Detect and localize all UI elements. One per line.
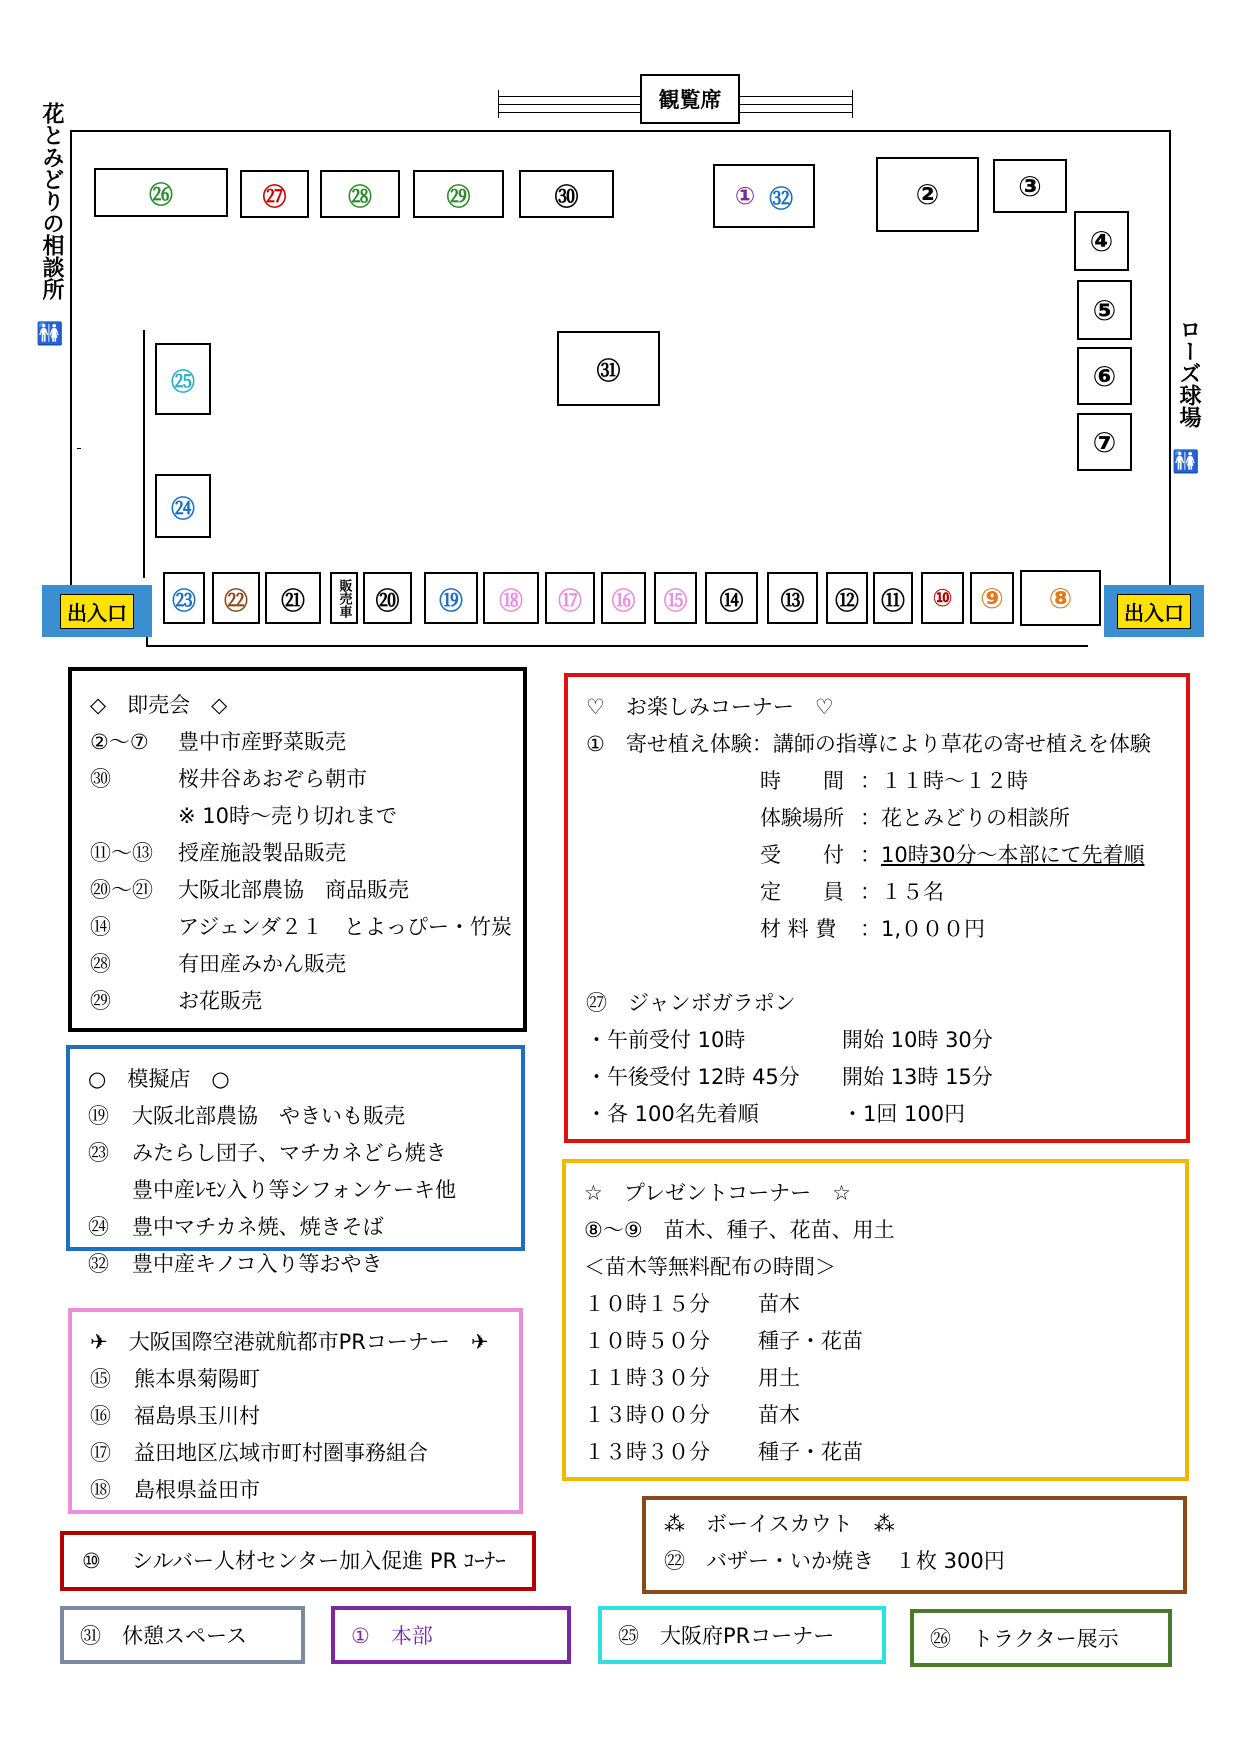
schedule-time: １１時３０分	[584, 1366, 710, 1390]
osaka-pr-label: ㉕ 大阪府PRコーナー	[618, 1624, 835, 1648]
booth-26[interactable]: ㉖	[94, 168, 228, 217]
booth-2[interactable]: ②	[876, 157, 979, 232]
item-number: ⑪～⑬	[90, 841, 153, 865]
booth-30[interactable]: ㉚	[519, 170, 614, 218]
detail-colon: ：	[860, 769, 881, 793]
detail-row	[760, 911, 1186, 948]
item-number	[90, 798, 178, 835]
venue-bottom-edge	[148, 645, 1088, 647]
schedule-row	[584, 1323, 1185, 1360]
item-text: 島根県益田市	[134, 1478, 260, 1502]
otanoshimi-title-text: ♡ お楽しみコーナー ♡	[586, 695, 834, 719]
booth-32: ㉜	[769, 184, 794, 213]
item-text: 豊中マチカネ焼、焼きそば	[132, 1215, 384, 1239]
osaka-pr-box	[598, 1606, 886, 1664]
garapon-reception: ・午後受付 12時 45分	[586, 1065, 800, 1089]
booth-1: ①	[734, 182, 756, 210]
otanoshimi-details	[586, 763, 1186, 948]
item-text: 大阪北部農協 商品販売	[178, 878, 409, 902]
booth-18[interactable]: ⑱	[483, 572, 539, 624]
present-item: ⑧～⑨ 苗木、種子、花苗、用土	[584, 1218, 895, 1242]
booth-13[interactable]: ⑬	[767, 572, 818, 624]
item-number: ㉘	[90, 952, 111, 976]
airport-box	[68, 1308, 523, 1514]
booth-5[interactable]: ⑤	[1077, 280, 1132, 340]
item-number: ㉚	[90, 767, 111, 791]
garapon-list	[586, 1022, 1186, 1133]
schedule-row	[584, 1397, 1185, 1434]
item-number: ⑮	[90, 1367, 111, 1391]
garapon-reception: ・午前受付 10時	[586, 1028, 746, 1052]
schedule-time: １０時１５分	[584, 1292, 710, 1316]
list-item	[90, 946, 523, 983]
booth-17[interactable]: ⑰	[545, 572, 595, 624]
booth-10[interactable]: ⑩	[921, 572, 964, 624]
detail-key: 時 間	[760, 769, 844, 793]
item-number: ㉓	[88, 1141, 109, 1165]
schedule-row	[584, 1434, 1185, 1471]
booth-16[interactable]: ⑯	[601, 572, 646, 624]
detail-value: 1,０００円	[881, 917, 986, 941]
list-item	[88, 1246, 521, 1283]
present-schedule	[584, 1286, 1185, 1471]
schedule-item: 種子・花苗	[758, 1440, 863, 1464]
venue-left-edge	[70, 130, 72, 586]
booth-9[interactable]: ⑨	[970, 572, 1014, 624]
booth-25[interactable]: ㉕	[155, 343, 211, 415]
venue-top-edge	[70, 130, 1170, 132]
schedule-time: １３時３０分	[584, 1440, 710, 1464]
garapon-start: ・1回 100円	[842, 1102, 966, 1126]
list-item	[90, 724, 523, 761]
tractor-label: ㉖ トラクター展示	[930, 1627, 1119, 1651]
silver-num: ⑩	[82, 1548, 101, 1573]
item-text: 有田産みかん販売	[178, 952, 346, 976]
mogiten-list	[88, 1098, 521, 1283]
schedule-item: 苗木	[758, 1292, 800, 1316]
booth-3[interactable]: ③	[993, 159, 1067, 213]
item-number: ⑰	[90, 1441, 111, 1465]
item-number: ⑳～㉑	[90, 878, 153, 902]
detail-colon: ：	[860, 880, 881, 904]
garapon-start: 開始 10時 30分	[842, 1028, 993, 1052]
rest-space-label: ㉛ 休憩スペース	[80, 1624, 247, 1648]
list-item	[88, 1135, 521, 1172]
otanoshimi-title	[586, 689, 1186, 726]
list-item	[90, 761, 523, 798]
detail-colon: ：	[860, 806, 881, 830]
item-text: 熊本県菊陽町	[134, 1367, 260, 1391]
item-text: ※ 10時～売り切れまで	[178, 804, 397, 828]
detail-row	[760, 837, 1186, 874]
booth-11[interactable]: ⑪	[873, 572, 913, 624]
tick-mark	[77, 448, 81, 449]
schedule-time: １０時５０分	[584, 1329, 710, 1353]
sokubai-title: ◇ 即売会 ◇	[90, 693, 228, 717]
item-text: 豊中産キノコ入り等おやき	[132, 1252, 383, 1276]
schedule-item: 用土	[758, 1366, 800, 1390]
list-item	[90, 835, 523, 872]
airport-list	[90, 1361, 519, 1509]
booth-1-32[interactable]	[713, 164, 815, 228]
item-text: 豊中産ﾚﾓﾝ入り等シフォンケーキ他	[132, 1178, 457, 1202]
booth-14[interactable]: ⑭	[705, 572, 758, 624]
schedule-item: 種子・花苗	[758, 1329, 863, 1353]
booth-7[interactable]: ⑦	[1077, 413, 1132, 471]
right-side-label: ローズ球場	[1176, 318, 1201, 428]
list-item	[90, 1398, 519, 1435]
silver-text: シルバー人材センター加入促進 PR ｺｰﾅｰ	[132, 1548, 506, 1573]
list-item	[88, 1172, 521, 1209]
booth-4[interactable]: ④	[1074, 211, 1129, 271]
sokubai-list	[90, 724, 523, 1020]
item-text: 桜井谷あおぞら朝市	[178, 767, 367, 791]
boyscout-box	[642, 1496, 1187, 1594]
hq-box	[331, 1606, 571, 1664]
item-number: ⑯	[90, 1404, 111, 1428]
detail-key: 材 料 費	[760, 917, 837, 941]
boyscout-title: ⁂ ボーイスカウト ⁂	[664, 1512, 895, 1536]
detail-key: 受 付	[760, 843, 844, 867]
list-item	[88, 1209, 521, 1246]
schedule-row	[584, 1286, 1185, 1323]
booth-21[interactable]: ㉑	[265, 572, 321, 624]
item-number: ⑭	[90, 915, 111, 939]
garapon-row	[586, 1022, 1186, 1059]
present-subtitle: ＜苗木等無料配布の時間＞	[584, 1255, 836, 1279]
venue-right-edge	[1169, 130, 1171, 586]
toilet-icon: 🚻	[36, 322, 64, 347]
left-side-label: 花とみどりの相談所	[39, 102, 64, 300]
booth-8[interactable]: ⑧	[1020, 570, 1101, 626]
list-item	[90, 798, 523, 835]
detail-value: 10時30分～本部にて先着順	[881, 843, 1145, 867]
list-item	[90, 872, 523, 909]
item-text: 大阪北部農協 やきいも販売	[132, 1104, 405, 1128]
list-item	[90, 909, 523, 946]
booth-28[interactable]: ㉘	[320, 170, 400, 218]
item-text: お花販売	[178, 989, 262, 1013]
detail-key: 定 員	[760, 880, 844, 904]
detail-colon: ：	[860, 917, 881, 941]
hq-label: ① 本部	[351, 1624, 433, 1648]
item-text: 益田地区広域市町村圏事務組合	[134, 1441, 428, 1465]
inner-left-line	[143, 330, 145, 578]
entrance-right[interactable]	[1104, 585, 1204, 637]
garapon-reception: ・各 100名先着順	[586, 1102, 759, 1126]
list-item	[90, 1472, 519, 1509]
toilet-icon: 🚻	[1172, 450, 1200, 475]
booth-29[interactable]: ㉙	[413, 170, 504, 218]
otanoshimi-box	[564, 673, 1190, 1143]
otanoshimi-item2: ㉗ ジャンボガラポン	[586, 991, 796, 1015]
item-text: 福島県玉川村	[134, 1404, 260, 1428]
schedule-row	[584, 1360, 1185, 1397]
detail-colon: ：	[860, 843, 881, 867]
booth-23[interactable]: ㉓	[163, 572, 205, 624]
detail-value: １１時～１２時	[881, 769, 1028, 793]
booth-15[interactable]: ⑮	[654, 572, 697, 624]
mogiten-title-text: ○ 模擬店 ○	[88, 1067, 230, 1091]
stand-label: 観覧席	[640, 74, 740, 124]
detail-value: 花とみどりの相談所	[881, 806, 1070, 830]
airport-title: ✈ 大阪国際空港就航都市PRコーナー ✈	[90, 1330, 489, 1354]
sales-car-label: 販売車	[336, 578, 352, 618]
boyscout-row: ㉒ バザー・いか焼き １枚 300円	[664, 1549, 1005, 1573]
item-number: ⑱	[90, 1478, 111, 1502]
garapon-start: 開始 13時 15分	[842, 1065, 993, 1089]
schedule-time: １３時００分	[584, 1403, 710, 1427]
item-text: みたらし団子、マチカネどら焼き	[132, 1141, 447, 1165]
booth-27[interactable]: ㉗	[240, 170, 309, 218]
rest-space-box	[60, 1606, 305, 1664]
mogiten-box	[66, 1045, 525, 1276]
present-box	[562, 1159, 1189, 1481]
detail-key: 体験場所	[760, 806, 844, 830]
booth-22[interactable]: ㉒	[212, 572, 260, 624]
booth-6[interactable]: ⑥	[1077, 347, 1132, 405]
detail-row	[760, 763, 1186, 800]
item-number: ㉔	[88, 1215, 109, 1239]
list-item	[90, 983, 523, 1020]
list-item	[90, 1435, 519, 1472]
schedule-item: 苗木	[758, 1403, 800, 1427]
sales-car[interactable]	[330, 572, 358, 624]
booth-19[interactable]: ⑲	[424, 572, 478, 624]
detail-value: １５名	[881, 880, 944, 904]
item-number: ⑲	[88, 1104, 109, 1128]
item-number: ②～⑦	[90, 730, 149, 754]
item-text: 授産施設製品販売	[178, 841, 346, 865]
entrance-left[interactable]	[42, 585, 152, 637]
garapon-row	[586, 1096, 1186, 1133]
detail-row	[760, 874, 1186, 911]
present-title: ☆ プレゼントコーナー ☆	[584, 1181, 851, 1205]
garapon-row	[586, 1059, 1186, 1096]
silver-box	[60, 1531, 536, 1591]
tractor-box	[910, 1609, 1172, 1667]
item-number: ㉜	[88, 1252, 109, 1276]
booth-20[interactable]: ⑳	[363, 572, 412, 624]
list-item	[90, 1361, 519, 1398]
booth-31[interactable]: ㉛	[557, 331, 660, 406]
sokubai-box	[68, 667, 527, 1032]
otanoshimi-item1: ① 寄せ植え体験：講師の指導により草花の寄せ植えを体験	[586, 732, 1151, 756]
booth-24[interactable]: ㉔	[155, 474, 211, 538]
mogiten-title	[88, 1061, 521, 1098]
list-item	[88, 1098, 521, 1135]
entrance-label: 出入口	[60, 594, 134, 629]
item-number: ㉙	[90, 989, 111, 1013]
booth-12[interactable]: ⑫	[826, 572, 868, 624]
item-number	[88, 1172, 132, 1209]
item-text: アジェンダ２１ とよっぴー・竹炭	[178, 915, 512, 939]
detail-row	[760, 800, 1186, 837]
item-text: 豊中市産野菜販売	[178, 730, 346, 754]
entrance-label: 出入口	[1117, 594, 1191, 629]
